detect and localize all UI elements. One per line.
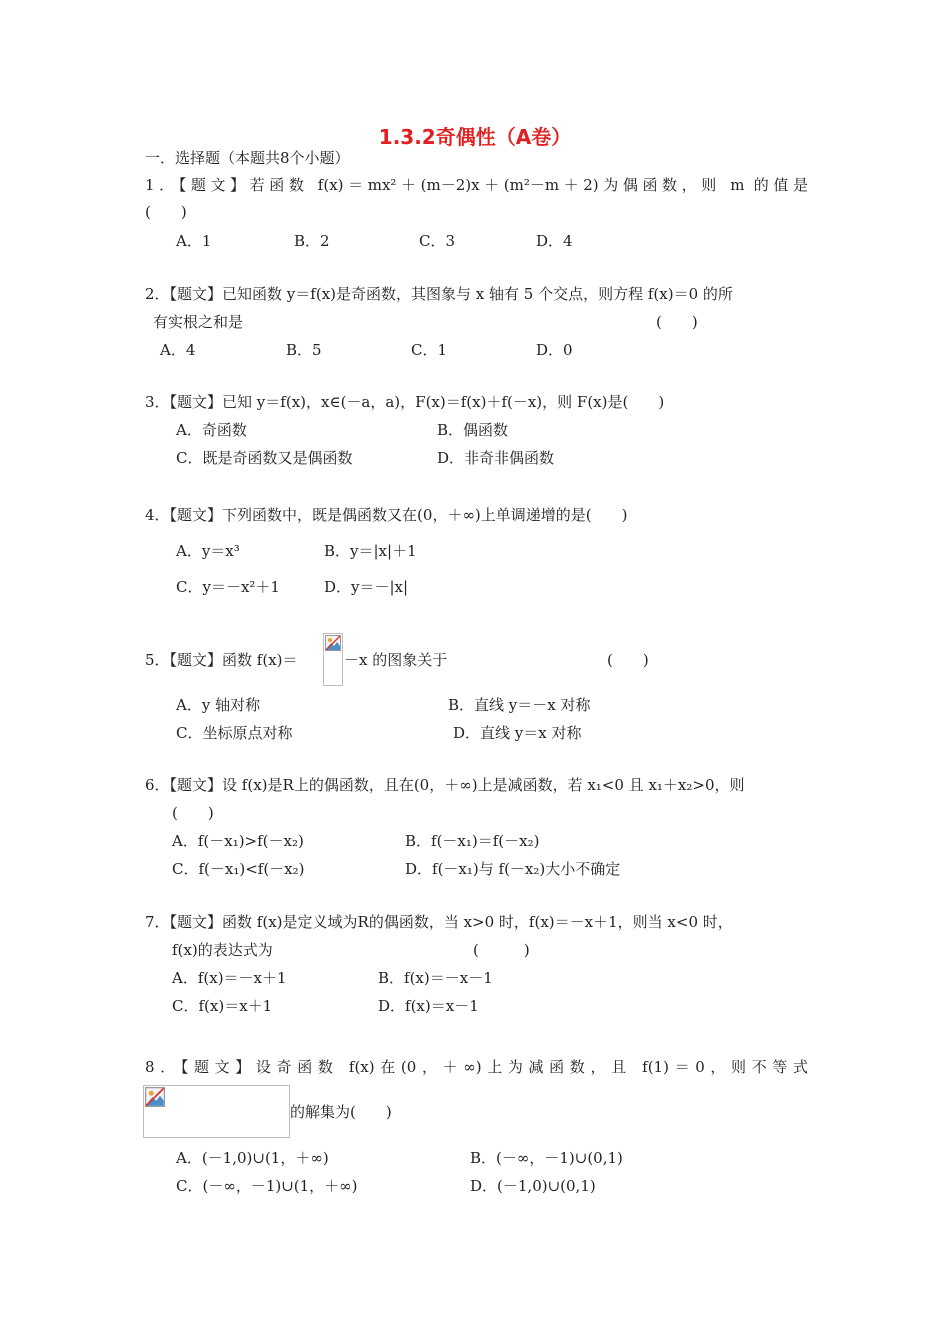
q4-option-b: B．y＝|x|＋1 bbox=[324, 542, 417, 560]
q6-option-c: C．f(－x₁)<f(－x₂) bbox=[172, 860, 305, 878]
question-1-paren: ( ) bbox=[145, 203, 187, 221]
question-7-paren: ( ) bbox=[473, 941, 530, 959]
q3-option-b: B．偶函数 bbox=[437, 421, 509, 439]
q2-option-c: C．1 bbox=[411, 341, 448, 359]
page-title: 1.3.2奇偶性（A卷） bbox=[378, 125, 572, 149]
q3-option-a: A．奇函数 bbox=[176, 421, 247, 439]
q7-option-c: C．f(x)＝x＋1 bbox=[172, 997, 273, 1015]
q5-option-a: A．y 轴对称 bbox=[176, 696, 261, 714]
q8-option-a: A．(－1,0)∪(1，＋∞) bbox=[176, 1149, 329, 1167]
inequality-image-placeholder bbox=[143, 1085, 290, 1138]
q8-option-b: B．(－∞，－1)∪(0,1) bbox=[470, 1149, 623, 1167]
q4-option-d: D．y＝－|x| bbox=[324, 578, 409, 596]
question-5-paren: ( ) bbox=[607, 651, 649, 669]
question-6-stem: 6．【题文】设 f(x)是R上的偶函数，且在(0，＋∞)上是减函数，若 x₁<0 且 x₁＋x₂>0，则 bbox=[145, 776, 745, 794]
q7-option-b: B．f(x)＝－x－1 bbox=[378, 969, 493, 987]
q6-option-d: D．f(－x₁)与 f(－x₂)大小不确定 bbox=[405, 860, 621, 878]
question-5-stem-suffix: －x 的图象关于 bbox=[344, 651, 448, 669]
section-heading: 一．选择题（本题共8个小题） bbox=[145, 149, 350, 167]
broken-image-icon bbox=[325, 635, 341, 655]
question-7-stem: 7．【题文】函数 f(x)是定义域为R的偶函数，当 x>0 时，f(x)＝－x＋1，则当 x<0 时， bbox=[145, 913, 733, 931]
question-2-stem-cont: 有实根之和是 bbox=[153, 313, 244, 331]
q5-option-b: B．直线 y＝－x 对称 bbox=[448, 696, 591, 714]
q1-option-c: C．3 bbox=[419, 232, 456, 250]
q8-option-d: D．(－1,0)∪(0,1) bbox=[470, 1177, 596, 1195]
question-4-stem: 4．【题文】下列函数中，既是偶函数又在(0，＋∞)上单调递增的是( ) bbox=[145, 506, 628, 524]
q8-option-c: C．(－∞，－1)∪(1，＋∞) bbox=[176, 1177, 358, 1195]
q4-option-c: C．y＝－x²＋1 bbox=[176, 578, 280, 596]
broken-image-icon bbox=[145, 1087, 165, 1111]
q1-option-a: A．1 bbox=[176, 232, 212, 250]
q2-option-d: D．0 bbox=[536, 341, 573, 359]
q3-option-c: C．既是奇函数又是偶函数 bbox=[176, 449, 353, 467]
question-5-stem-prefix: 5．【题文】函数 f(x)＝ bbox=[145, 651, 298, 669]
question-6-paren: ( ) bbox=[172, 804, 214, 822]
q4-option-a: A．y＝x³ bbox=[176, 542, 240, 560]
q1-option-d: D．4 bbox=[536, 232, 573, 250]
question-7-stem-cont: f(x)的表达式为 bbox=[172, 941, 273, 959]
formula-image-placeholder bbox=[323, 633, 343, 686]
q7-option-d: D．f(x)＝x－1 bbox=[378, 997, 479, 1015]
q5-option-c: C．坐标原点对称 bbox=[176, 724, 293, 742]
q6-option-b: B．f(－x₁)＝f(－x₂) bbox=[405, 832, 540, 850]
question-8-stem: 8．【题文】设奇函数 f(x)在(0，＋∞)上为减函数，且 f(1)＝0，则不等式 bbox=[145, 1058, 808, 1076]
question-2-paren: ( ) bbox=[656, 313, 698, 331]
question-2-stem: 2．【题文】已知函数 y＝f(x)是奇函数，其图象与 x 轴有 5 个交点，则方程 f(x)＝0 的所 bbox=[145, 285, 733, 303]
q5-option-d: D．直线 y＝x 对称 bbox=[453, 724, 582, 742]
q7-option-a: A．f(x)＝－x＋1 bbox=[172, 969, 287, 987]
question-3-stem: 3．【题文】已知 y＝f(x)，x∈(－a，a)，F(x)＝f(x)＋f(－x)，则 F(x)是( ) bbox=[145, 393, 665, 411]
q2-option-a: A．4 bbox=[160, 341, 196, 359]
question-1-stem: 1．【题文】若函数 f(x)＝mx²＋(m－2)x＋(m²－m＋2)为偶函数，则 m 的值是 bbox=[145, 176, 808, 194]
q2-option-b: B．5 bbox=[286, 341, 322, 359]
question-8-stem-suffix: 的解集为( ) bbox=[290, 1103, 392, 1121]
q3-option-d: D．非奇非偶函数 bbox=[437, 449, 555, 467]
q1-option-b: B．2 bbox=[294, 232, 330, 250]
q6-option-a: A．f(－x₁)>f(－x₂) bbox=[172, 832, 304, 850]
